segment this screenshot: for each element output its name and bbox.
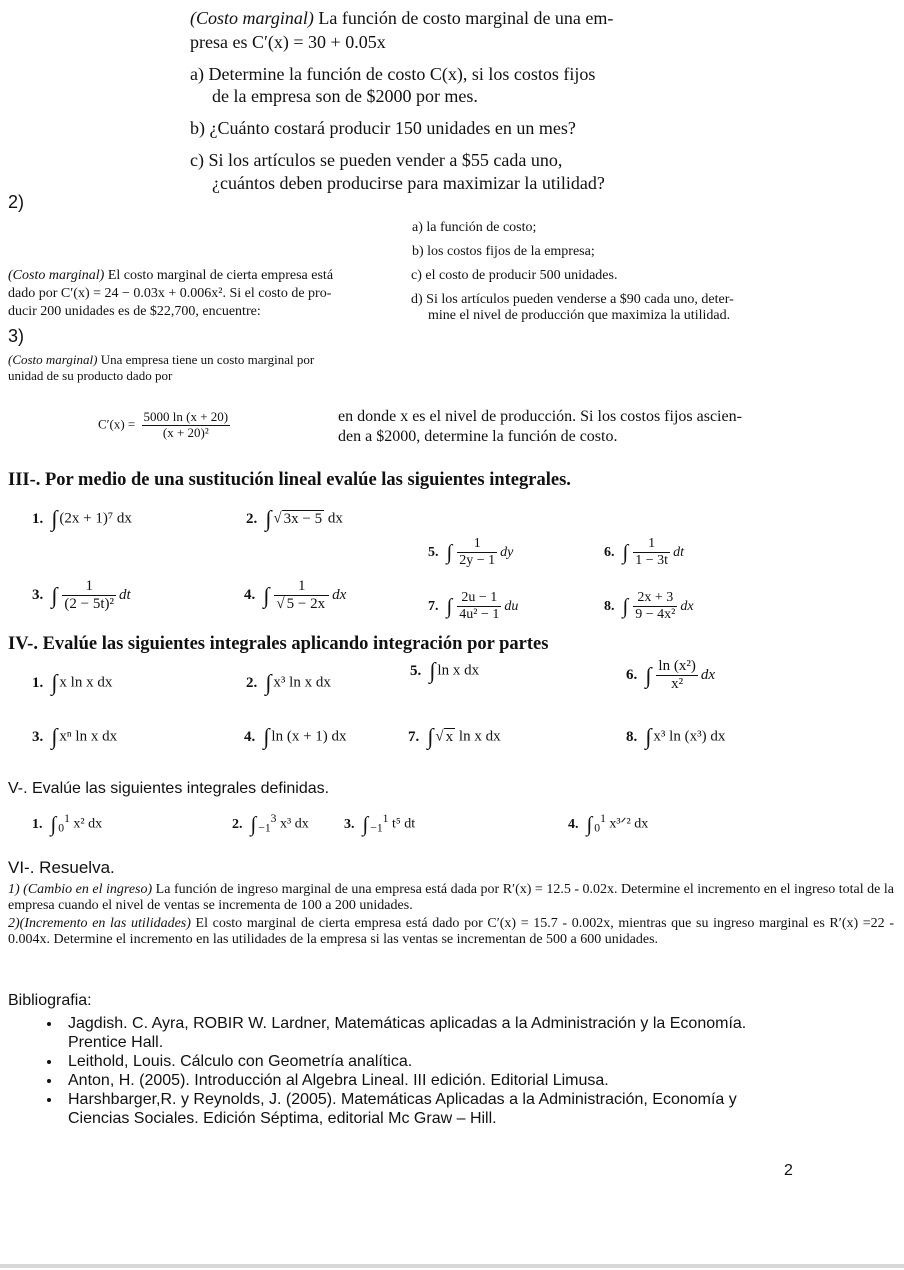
s3-item-7: 7. ∫ $\frac{2u - 1}{\text{4u² − 1}}$ du: [428, 590, 519, 623]
p2-part-a-cont: de la empresa son de $2000 por mes.: [212, 86, 478, 106]
section-4-heading: IV-. Evalúe las siguientes integrales aplicando integración por partes: [8, 634, 549, 654]
section-6-heading: VI-. Resuelva.: [8, 858, 115, 877]
s3-item-1: 1. ∫ (2x + 1)⁷ dx: [32, 506, 132, 531]
p3-right-line1: en donde x es el nivel de producción. Si los costos fijos ascien-: [338, 408, 742, 425]
p3-right-line2: den a $2000, determine la función de costo.: [338, 428, 618, 445]
s4-item-2: 2. ∫ x³ ln x dx: [246, 670, 331, 695]
p2-intro-line1: (Costo marginal) La función de costo marginal de una em-: [190, 8, 614, 28]
bibliography-heading: Bibliografia:: [8, 992, 92, 1009]
bib-item: • Anton, H. (2005). Introducción al Algebra Lineal. III edición. Editorial Limusa.: [62, 1071, 788, 1090]
q-d: d) Si los artículos pueden venderse a $90 cada uno, deter-: [411, 292, 734, 307]
s4-item-6: 6. ∫ $\frac{\text{ln (x²)}}{\text{x²}}$ dx: [626, 658, 715, 693]
q-d-cont: mine el nivel de producción que maximiza la utilidad.: [428, 308, 731, 323]
q-b: b) los costos fijos de la empresa;: [412, 244, 595, 259]
bib-item: • Jagdish. C. Ayra, ROBIR W. Lardner, Matemáticas aplicadas a la Administración y la Economía. Prentice Hall.: [62, 1014, 788, 1052]
p2-intro-line2: presa es C′(x) = 30 + 0.05x: [190, 32, 386, 52]
s4-item-8: 8. ∫ x³ ln (x³) dx: [626, 724, 726, 749]
s5-item-1: 1. ∫ $_0^1$ x² dx: [32, 811, 103, 836]
s4-item-3: 3. ∫ xⁿ ln x dx: [32, 724, 118, 749]
s3-item-2: 2. ∫ √ 3x − 5 dx: [246, 506, 343, 531]
s5-item-3: 3. ∫ $_{-1}^1$ t⁵ dt: [344, 811, 416, 836]
section-3-heading: III-. Por medio de una sustitución lineal evalúe las siguientes integrales.: [8, 470, 571, 490]
p2b-line2: dado por C′(x) = 24 − 0.03x + 0.006x². Si el costo de pro-: [8, 286, 332, 301]
s5-item-2: 2. ∫ $_{-1}^3$ x³ dx: [232, 811, 309, 836]
p3-formula: C′(x) = $\frac{5000 \ln (x + 20)}{\text{(x + 20)²}}$: [98, 409, 229, 440]
p2-part-c-cont: ¿cuántos deben producirse para maximizar la utilidad?: [212, 173, 605, 193]
p3-line1: (Costo marginal) Una empresa tiene un costo marginal por: [8, 352, 315, 367]
s4-item-1: 1. ∫ x ln x dx: [32, 670, 113, 695]
bib-item: • Harshbarger,R. y Reynolds, J. (2005). Matemáticas Aplicadas a la Administración, Economía y Ciencias Sociales. Edición Séptima, editorial Mc Graw – Hill.: [62, 1090, 788, 1128]
q-c: c) el costo de producir 500 unidades.: [411, 268, 618, 283]
s6-problem-1: 1) (Cambio en el ingreso) La función de ingreso marginal de una empresa está dada por R′(x) = 12.5 - 0.02x. Determine el incremento en el ingreso total de la empresa cuando el nivel de ventas se incrementa de 100 a 200 unidades.: [8, 882, 895, 913]
s6-problem-2: 2)(Incremento en las utilidades) El costo marginal de cierta empresa está dado por C′(x) = 15.7 - 0.002x, mientras que su ingreso marginal es R′(x) =22 - 0.004x. Determine el incremento en las utilidades de la empresa si las ventas se incrementan de 500 a 600 unidades.: [8, 916, 894, 947]
bibliography-list: [28, 1014, 788, 1128]
q-a: a) la función de costo;: [412, 220, 537, 235]
s3-item-4: 4. ∫ $\frac{1}{√ 5 - 2x}$ dx: [244, 578, 347, 613]
p2b-line1: (Costo marginal) El costo marginal de cierta empresa está: [8, 268, 334, 283]
p2-part-a: a) Determine la función de costo C(x), si los costos fijos: [190, 64, 596, 84]
problem-3-label: 3): [8, 326, 25, 346]
bottom-rule: [0, 1264, 904, 1268]
s3-item-6: 6. ∫ $\frac{1}{1 - 3t}$ dt: [604, 536, 684, 569]
page-number: 2: [784, 1162, 793, 1179]
s3-item-5: 5. ∫ $\frac{1}{2y - 1}$ dy: [428, 536, 514, 569]
bib-item: • Leithold, Louis. Cálculo con Geometría analítica.: [62, 1052, 788, 1071]
s4-item-4: 4. ∫ ln (x + 1) dx: [244, 724, 347, 749]
p2b-line3: ducir 200 unidades es de $22,700, encuentre:: [8, 304, 261, 319]
s3-item-8: 8. ∫ $\frac{2x + 3}{\text{9 − 4x²}}$ dx: [604, 590, 694, 623]
s3-item-3: 3. ∫ $\frac{1}{\text{(2 − 5t)²}}$ dt: [32, 578, 131, 613]
p2-part-b: b) ¿Cuánto costará producir 150 unidades en un mes?: [190, 118, 576, 138]
s4-item-5: 5. ∫ ln x dx: [410, 658, 480, 683]
p2-part-c: c) Si los artículos se pueden vender a $55 cada uno,: [190, 150, 563, 170]
s5-item-4: 4. ∫ $_0^1$ x³ᐟ² dx: [568, 811, 649, 836]
section-5-heading: V-. Evalúe las siguientes integrales definidas.: [8, 780, 330, 797]
problem-2-label: 2): [8, 192, 25, 212]
s4-item-7: 7. ∫ √ x ln x dx: [408, 724, 501, 749]
p3-line2: unidad de su producto dado por: [8, 368, 173, 383]
